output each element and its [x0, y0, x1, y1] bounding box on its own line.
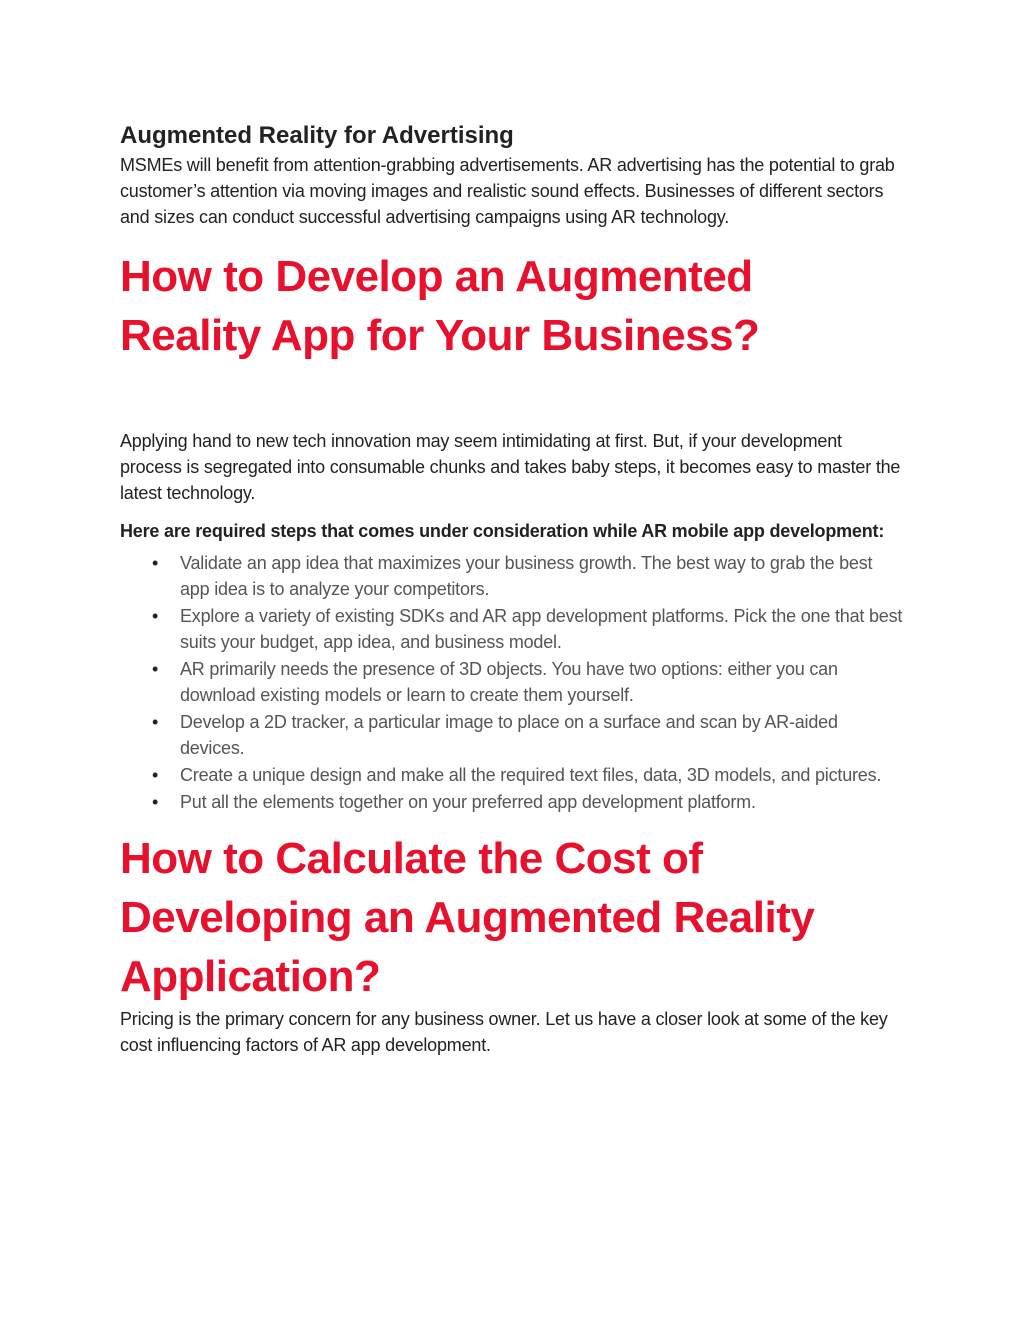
list-item [120, 709, 904, 761]
bullet-icon: • [152, 553, 159, 573]
heading-develop-ar-app: How to Develop an Augmented Reality App for Your Business? [120, 252, 760, 360]
bullet-icon: • [152, 712, 159, 732]
steps-list [120, 550, 904, 815]
cost-paragraph: Pricing is the primary concern for any business owner. Let us have a closer look at some of the key cost influencing factors of AR app development. [120, 1009, 888, 1055]
step-text: Put all the elements together on your preferred app development platform. [180, 792, 756, 812]
bullet-icon: • [152, 792, 159, 812]
step-text: Explore a variety of existing SDKs and AR app development platforms. Pick the one that best suits your budget, app idea, and business model. [180, 606, 903, 652]
step-text: Create a unique design and make all the required text files, data, 3D models, and pictures. [180, 765, 882, 785]
develop-intro-paragraph: Applying hand to new tech innovation may seem intimidating at first. But, if your development process is segregated into consumable chunks and takes baby steps, it becomes easy to master the latest technology. [120, 431, 901, 503]
step-text: Validate an app idea that maximizes your business growth. The best way to grab the best app idea is to analyze your competitors. [180, 553, 873, 599]
bullet-icon: • [152, 606, 159, 626]
section-heading-ar-advertising: Augmented Reality for Advertising [120, 122, 514, 149]
document-page [120, 120, 904, 1058]
list-item [120, 789, 904, 815]
list-item [120, 603, 904, 655]
heading-calculate-cost: How to Calculate the Cost of Developing an Augmented Reality Application? [120, 834, 815, 1001]
bullet-icon: • [152, 765, 159, 785]
steps-intro: Here are required steps that comes under consideration while AR mobile app development: [120, 521, 885, 541]
ar-advertising-paragraph: MSMEs will benefit from attention-grabbing advertisements. AR advertising has the potential to grab customer’s attention via moving images and realistic sound effects. Businesses of different sectors and sizes can conduct successful advertising campaigns using AR technology. [120, 155, 895, 227]
bullet-icon: • [152, 659, 159, 679]
list-item [120, 550, 904, 602]
list-item [120, 656, 904, 708]
list-item [120, 762, 904, 788]
step-text: Develop a 2D tracker, a particular image to place on a surface and scan by AR-aided devices. [180, 712, 838, 758]
step-text: AR primarily needs the presence of 3D objects. You have two options: either you can download existing models or learn to create them yourself. [180, 659, 838, 705]
